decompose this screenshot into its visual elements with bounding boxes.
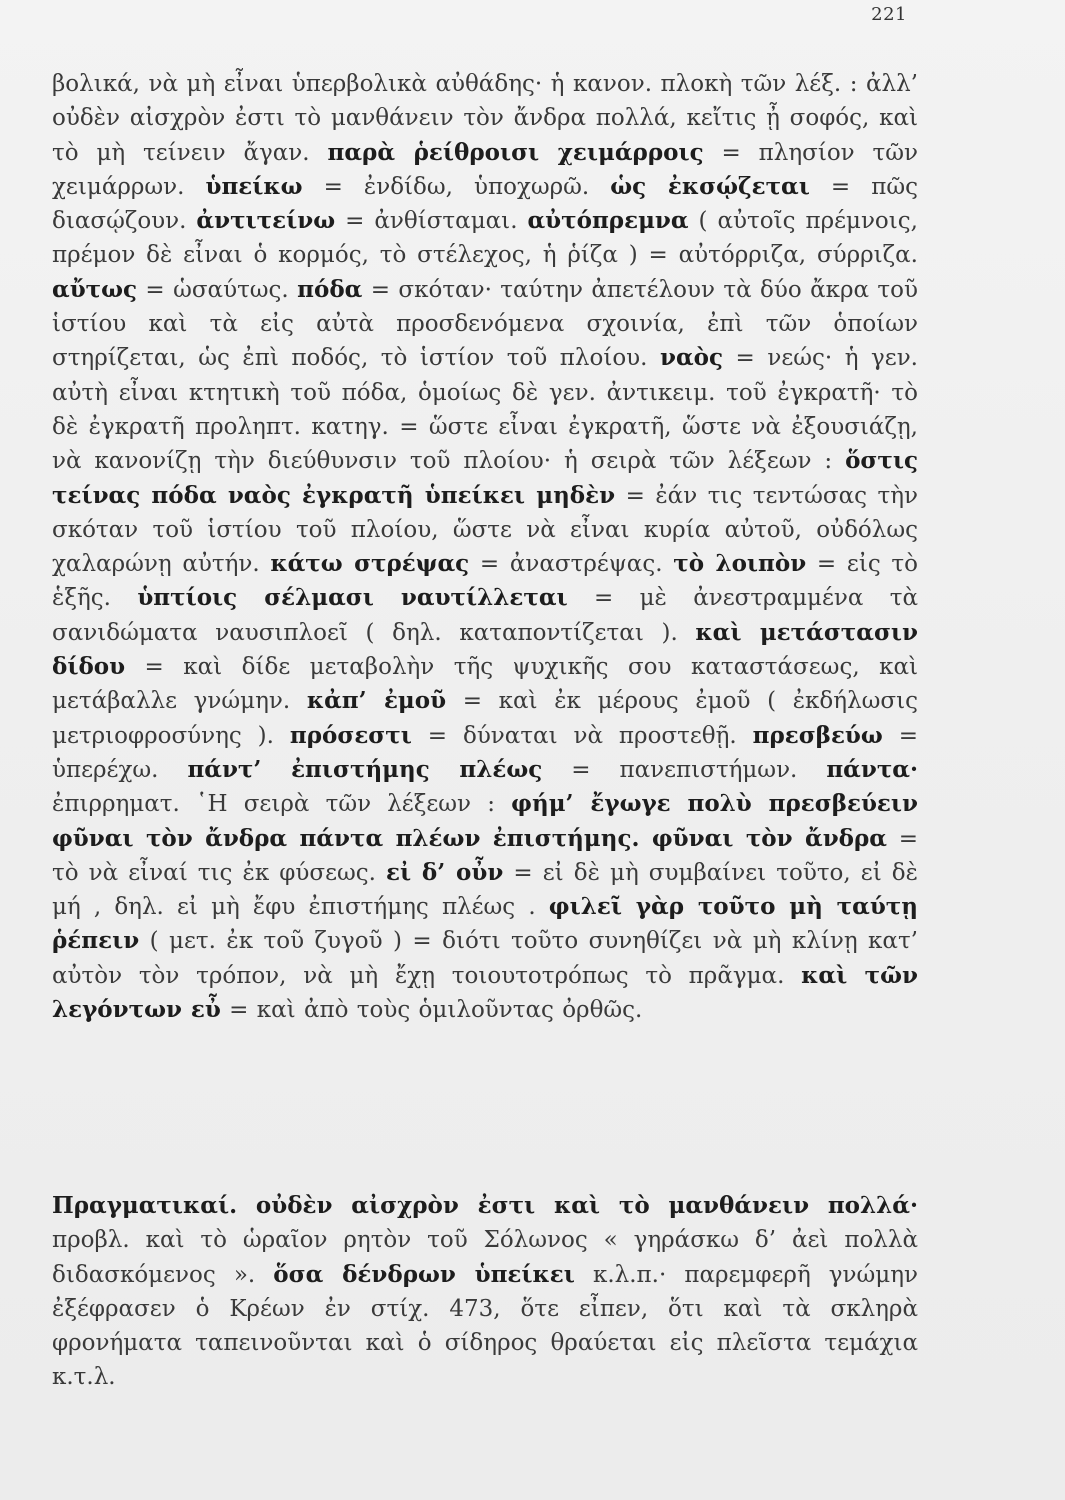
commentary-term: εἰ δ’ οὖν	[386, 858, 504, 886]
commentary-term: ὡς ἐκσῴζεται	[610, 172, 810, 200]
commentary-term: πάντα·	[826, 755, 919, 783]
commentary-term: καὶ τῶν λεγόντων εὖ	[52, 961, 918, 1024]
commentary-term: αὔτως	[52, 275, 138, 303]
commentary-text: = τὸ νὰ εἶναί τις ἐκ φύσεως.	[52, 825, 918, 886]
commentary-text: = ἀνθίσταμαι.	[335, 208, 528, 235]
commentary-term: καὶ μετάστασιν δίδου	[52, 618, 919, 681]
commentary-term: πρόσεστι	[289, 721, 412, 749]
commentary-text: βολικά, νὰ μὴ εἶναι ὑπερβολικὰ αὐθάδης· ἡ κανον. πλοκὴ τῶν λέξ. : ἀλλ’ οὐδὲν αἰσχρὸν ἐστι τὸ μανθάνειν τὸν ἄνδρα πολλά, κεἴτις ᾖ σοφός, καὶ τὸ μὴ τείνειν ἄγαν.	[52, 71, 918, 166]
commentary-text: = πλησίον τῶν χειμάρρων.	[52, 139, 919, 200]
commentary-text: ἐπιρρηματ. ῾Η σειρὰ τῶν λέξεων :	[52, 791, 512, 818]
commentary-term: ἀντιτείνω	[196, 207, 336, 235]
commentary-term: πόδα	[297, 275, 363, 303]
commentary-term: κἀπ’ ἐμοῦ	[306, 687, 447, 715]
secondary-text: κ.λ.π.· παρεμφερῆ γνώμην ἐξέφρασεν ὁ Κρέων ἐν στίχ. 473, ὅτε εἶπεν, ὅτι καὶ τὰ σκληρὰ φρονήματα ταπεινοῦνται καὶ ὁ σίδηρος θραύεται εἰς πλεῖστα τεμάχια κ.τ.λ.	[52, 1261, 918, 1391]
commentary-text: = μὲ ἀνεστραμμένα τὰ σανιδώματα ναυσιπλοεῖ ( δηλ. καταποντίζεται ).	[52, 585, 919, 646]
commentary-term: πάντ’ ἐπιστήμης πλέως	[187, 755, 543, 783]
commentary-text: = ἀναστρέψας.	[469, 551, 674, 578]
commentary-term: παρὰ ῥείθροισι χειμάρροις	[327, 138, 704, 166]
commentary-text: = εἰ δὲ μὴ συμβαίνει τοῦτο, εἰ δὲ μή , δηλ. εἰ μὴ ἔφυ ἐπιστήμης πλέως .	[52, 859, 918, 921]
commentary-text: = καὶ δίδε μεταβολὴν τῆς ψυχικῆς σου καταστάσεως, καὶ μετάβαλλε γνώμην.	[52, 654, 918, 715]
commentary-term: κάτω στρέψας	[270, 550, 470, 578]
commentary-text: = ὑπερέχω.	[52, 722, 918, 783]
commentary-text: = ἐάν τις τεντώσας τὴν σκόταν τοῦ ἱστίου τοῦ πλοίου, ὥστε νὰ εἶναι κυρία αὐτοῦ, οὐδόλως χαλαρώνῃ αὐτήν.	[52, 482, 918, 578]
commentary-text: ( μετ. ἐκ τοῦ ζυγοῦ ) = διότι τοῦτο συνηθίζει νὰ μὴ κλίνῃ κατ’ αὐτὸν τὸν τρόπον, νὰ μὴ ἔχῃ τοιουτοτρόπως τὸ πρᾶγμα.	[52, 928, 918, 989]
page-number: 221	[871, 4, 907, 25]
commentary-term: ναὸς	[660, 344, 724, 372]
commentary-text: = πανεπιστήμων.	[542, 756, 827, 783]
commentary-term: φήμ’ ἔγωγε πολὺ πρεσβεύειν φῦναι τὸν ἄνδρα πάντα πλέων ἐπιστήμης. φῦναι τὸν ἄνδρα	[52, 790, 918, 852]
commentary-text: = νεώς· ἡ γεν. αὐτὴ εἶναι κτητικὴ τοῦ πόδα, ὁμοίως δὲ γεν. ἀντικειμ. τοῦ ἐγκρατῆ· τὸ δὲ ἐγκρατῆ προληπτ. κατηγ. = ὥστε εἶναι ἐγκρατῆ, ὥστε νὰ ἐξουσιάζῃ, νὰ κανονίζῃ τὴν διεύθυνσιν τοῦ πλοίου· ἡ σειρὰ τῶν λέξεων :	[52, 345, 918, 475]
main-commentary	[52, 67, 918, 1027]
commentary-term: αὐτόπρεμνα	[527, 207, 689, 235]
commentary-term: ὑπτίοις σέλμασι ναυτίλλεται	[137, 584, 568, 612]
commentary-text: = καὶ ἀπὸ τοὺς ὁμιλοῦντας ὀρθῶς.	[220, 997, 643, 1024]
commentary-term: τὸ λοιπὸν	[673, 550, 807, 578]
secondary-commentary	[52, 1189, 918, 1395]
commentary-term: πρεσβεύω	[752, 721, 883, 749]
commentary-text: = ὡσαύτως.	[137, 276, 298, 303]
commentary-text: = εἰς τὸ ἑξῆς.	[52, 551, 918, 612]
commentary-text: ( αὐτοῖς πρέμνοις, πρέμον δὲ εἶναι ὁ κορμός, τὸ στέλεχος, ἡ ῥίζα ) = αὐτόρριζα, σύρριζα.	[52, 208, 918, 269]
commentary-term: ὑπείκω	[205, 172, 303, 200]
commentary-term: φιλεῖ γὰρ τοῦτο μὴ ταύτῃ ῥέπειν	[52, 893, 918, 955]
secondary-text: προβλ. καὶ τὸ ὡραῖον ρητὸν τοῦ Σόλωνος « γηράσκω δ’ ἀεὶ πολλὰ διδασκόμενος ».	[52, 1227, 918, 1288]
commentary-text: = ἐνδίδω, ὑποχωρῶ.	[302, 173, 611, 200]
commentary-text: = πῶς διασῴζουν.	[52, 173, 918, 235]
commentary-text: = σκόταν· ταύτην ἀπετέλουν τὰ δύο ἄκρα τοῦ ἱστίου καὶ τὰ εἰς αὐτὰ προσδενόμενα σχοινία, ἐπὶ τῶν ὁποίων στηρίζεται, ὡς ἐπὶ ποδός, τὸ ἱστίον τοῦ πλοίου.	[52, 276, 918, 372]
commentary-term: ὅστις τείνας πόδα ναὸς ἐγκρατῆ ὑπείκει μηδὲν	[52, 447, 918, 509]
commentary-text: = δύναται νὰ προστεθῇ.	[411, 722, 753, 749]
secondary-term: Πραγματικαί. οὐδὲν αἰσχρὸν ἐστι καὶ τὸ μανθάνειν πολλά·	[52, 1192, 918, 1219]
secondary-term: ὅσα δένδρων ὑπείκει	[273, 1260, 575, 1288]
commentary-text: = καὶ ἐκ μέρους ἐμοῦ ( ἐκδήλωσις μετριοφροσύνης ).	[52, 688, 918, 749]
